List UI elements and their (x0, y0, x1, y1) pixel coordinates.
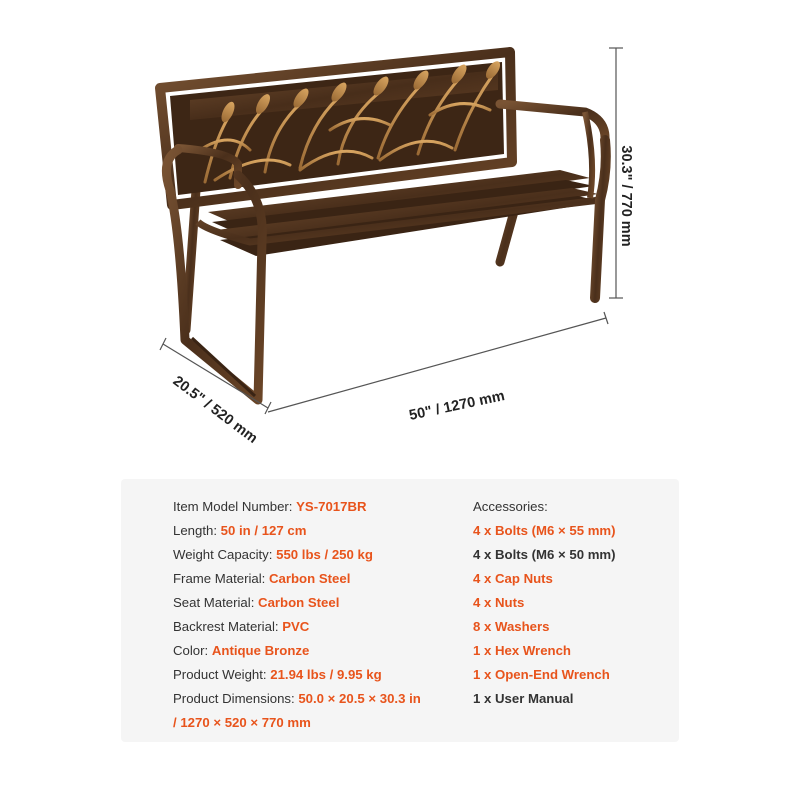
spec-row-color: Color: Antique Bronze (173, 643, 310, 658)
spec-row-backrest: Backrest Material: PVC (173, 619, 310, 634)
spec-row-length: Length: 50 in / 127 cm (173, 523, 307, 538)
spec-card (121, 479, 679, 742)
spec-row-seat: Seat Material: Carbon Steel (173, 595, 340, 610)
accessory-item: 8 x Washers (473, 619, 550, 634)
spec-row-model: Item Model Number: YS-7017BR (173, 499, 367, 514)
width-dimension-label: 50" / 1270 mm (407, 388, 507, 424)
spec-row-frame: Frame Material: Carbon Steel (173, 571, 351, 586)
spec-row-weight: Product Weight: 21.94 lbs / 9.95 kg (173, 667, 382, 682)
accessories-title: Accessories: (473, 499, 548, 514)
accessory-item: 4 x Bolts (M6 × 55 mm) (473, 523, 616, 538)
accessory-item: 1 x User Manual (473, 691, 574, 706)
accessory-item: 4 x Nuts (473, 595, 525, 610)
accessory-item: 1 x Hex Wrench (473, 643, 571, 658)
accessories-list (473, 495, 673, 711)
spec-row-capacity: Weight Capacity: 550 lbs / 250 kg (173, 547, 373, 562)
spec-row-dimensions: Product Dimensions: 50.0 × 20.5 × 30.3 in (173, 691, 421, 706)
spec-row-dimensions-mm: / 1270 × 520 × 770 mm (173, 715, 311, 730)
spec-list (173, 495, 463, 735)
front-leg-right (595, 140, 606, 298)
accessory-item: 4 x Bolts (M6 × 50 mm) (473, 547, 616, 562)
accessory-item: 1 x Open-End Wrench (473, 667, 610, 682)
depth-dimension-label: 20.5" / 520 mm (169, 373, 261, 447)
accessory-item: 4 x Cap Nuts (473, 571, 553, 586)
height-dimension-label: 30.3" / 770 mm (618, 145, 634, 247)
